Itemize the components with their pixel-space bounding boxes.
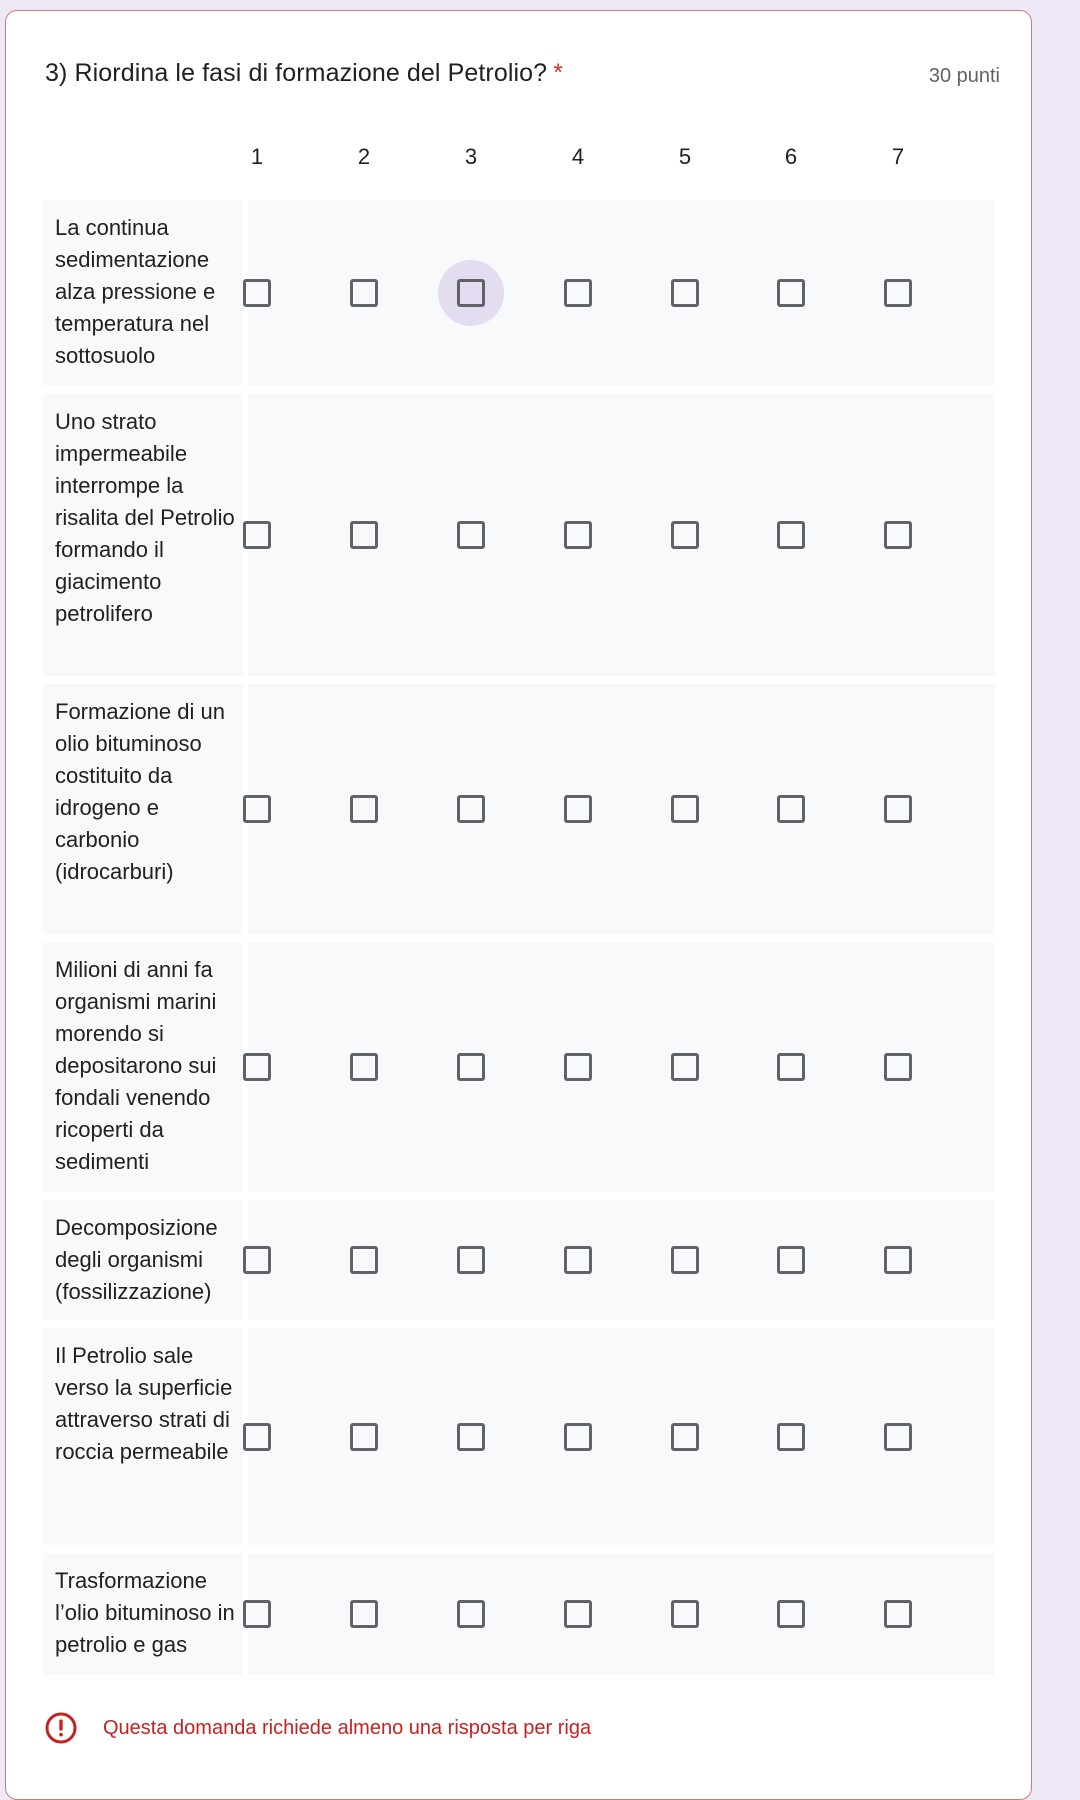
row-label: Milioni di anni fa organismi marini morendo si depositarono sui fondali venendo ricoperti da sedimenti xyxy=(55,957,217,1174)
validation-error xyxy=(44,1711,591,1745)
column-header-5: 5 xyxy=(678,144,692,169)
row-label-cell xyxy=(43,200,243,386)
checkbox-row-2-col-7[interactable] xyxy=(865,502,931,568)
checkbox-square[interactable] xyxy=(564,1423,592,1451)
checkbox-row-1-col-7[interactable] xyxy=(865,260,931,326)
checkbox-square[interactable] xyxy=(671,1246,699,1274)
checkbox-square[interactable] xyxy=(457,1423,485,1451)
checkbox-grid xyxy=(43,130,995,1657)
grid-row-2 xyxy=(43,394,995,676)
checkbox-square[interactable] xyxy=(671,279,699,307)
checkbox-row-3-col-2[interactable] xyxy=(331,776,397,842)
checkbox-square[interactable] xyxy=(350,1423,378,1451)
checkbox-square[interactable] xyxy=(671,521,699,549)
checkbox-row-6-col-2[interactable] xyxy=(331,1404,397,1470)
checkbox-square[interactable] xyxy=(243,795,271,823)
checkbox-row-7-col-3[interactable] xyxy=(438,1581,504,1647)
row-options xyxy=(248,1328,995,1545)
checkbox-square[interactable] xyxy=(243,521,271,549)
checkbox-row-1-col-3[interactable] xyxy=(438,260,504,326)
checkbox-row-5-col-6[interactable] xyxy=(758,1227,824,1293)
row-options xyxy=(248,942,995,1192)
column-header-6: 6 xyxy=(784,144,798,169)
row-label-cell xyxy=(43,942,243,1192)
checkbox-square[interactable] xyxy=(457,795,485,823)
question-title-text: 3) Riordina le fasi di formazione del Petrolio? xyxy=(45,59,548,87)
checkbox-square[interactable] xyxy=(777,1423,805,1451)
checkbox-row-6-col-5[interactable] xyxy=(652,1404,718,1470)
checkbox-square[interactable] xyxy=(564,521,592,549)
checkbox-row-3-col-1[interactable] xyxy=(224,776,290,842)
checkbox-square[interactable] xyxy=(564,1053,592,1081)
checkbox-row-7-col-5[interactable] xyxy=(652,1581,718,1647)
checkbox-square[interactable] xyxy=(671,1423,699,1451)
row-label-cell xyxy=(43,1200,243,1320)
checkbox-square[interactable] xyxy=(564,795,592,823)
checkbox-square[interactable] xyxy=(884,1246,912,1274)
question-header xyxy=(45,59,1000,99)
checkbox-square[interactable] xyxy=(777,1053,805,1081)
checkbox-row-4-col-4[interactable] xyxy=(545,1034,611,1100)
checkbox-row-6-col-4[interactable] xyxy=(545,1404,611,1470)
checkbox-square[interactable] xyxy=(350,1246,378,1274)
column-header-7: 7 xyxy=(891,144,905,169)
checkbox-row-5-col-3[interactable] xyxy=(438,1227,504,1293)
checkbox-row-6-col-7[interactable] xyxy=(865,1404,931,1470)
row-options xyxy=(248,394,995,676)
checkbox-square[interactable] xyxy=(671,795,699,823)
checkbox-row-4-col-2[interactable] xyxy=(331,1034,397,1100)
row-options xyxy=(248,200,995,386)
grid-row-7 xyxy=(43,1553,995,1675)
checkbox-square[interactable] xyxy=(884,1423,912,1451)
checkbox-row-2-col-2[interactable] xyxy=(331,502,397,568)
row-label: Uno strato impermeabile interrompe la risalita del Petrolio formando il giacimento petrolifero xyxy=(55,409,235,626)
checkbox-square[interactable] xyxy=(777,1600,805,1628)
checkbox-square[interactable] xyxy=(777,795,805,823)
checkbox-row-1-col-2[interactable] xyxy=(331,260,397,326)
checkbox-row-2-col-6[interactable] xyxy=(758,502,824,568)
checkbox-square[interactable] xyxy=(671,1600,699,1628)
checkbox-square[interactable] xyxy=(564,1246,592,1274)
checkbox-square[interactable] xyxy=(243,1600,271,1628)
row-label-cell xyxy=(43,394,243,676)
checkbox-row-3-col-6[interactable] xyxy=(758,776,824,842)
checkbox-square[interactable] xyxy=(564,279,592,307)
checkbox-square[interactable] xyxy=(243,1246,271,1274)
checkbox-row-3-col-7[interactable] xyxy=(865,776,931,842)
row-label: Trasformazione l’olio bituminoso in petrolio e gas xyxy=(55,1568,235,1657)
checkbox-row-1-col-1[interactable] xyxy=(224,260,290,326)
checkbox-square[interactable] xyxy=(457,1053,485,1081)
checkbox-row-1-col-4[interactable] xyxy=(545,260,611,326)
checkbox-square[interactable] xyxy=(457,1246,485,1274)
row-options xyxy=(248,684,995,934)
checkbox-square[interactable] xyxy=(564,1600,592,1628)
column-header-3: 3 xyxy=(464,144,478,169)
checkbox-row-4-col-3[interactable] xyxy=(438,1034,504,1100)
question-title xyxy=(45,59,563,88)
row-label: Il Petrolio sale verso la superficie attraverso strati di roccia permeabile xyxy=(55,1343,233,1464)
checkbox-row-2-col-5[interactable] xyxy=(652,502,718,568)
checkbox-row-7-col-4[interactable] xyxy=(545,1581,611,1647)
checkbox-row-5-col-5[interactable] xyxy=(652,1227,718,1293)
required-asterisk: * xyxy=(553,59,564,87)
checkbox-row-2-col-3[interactable] xyxy=(438,502,504,568)
checkbox-row-3-col-4[interactable] xyxy=(545,776,611,842)
grid-row-1 xyxy=(43,200,995,386)
error-message: Questa domanda richiede almeno una risposta per riga xyxy=(103,1716,592,1739)
row-options xyxy=(248,1553,995,1675)
checkbox-square[interactable] xyxy=(350,1600,378,1628)
checkbox-square[interactable] xyxy=(350,795,378,823)
checkbox-square[interactable] xyxy=(884,521,912,549)
checkbox-row-7-col-7[interactable] xyxy=(865,1581,931,1647)
checkbox-row-2-col-4[interactable] xyxy=(545,502,611,568)
checkbox-row-4-col-1[interactable] xyxy=(224,1034,290,1100)
checkbox-square[interactable] xyxy=(243,279,271,307)
checkbox-square[interactable] xyxy=(671,1053,699,1081)
grid-row-4 xyxy=(43,942,995,1192)
checkbox-square[interactable] xyxy=(350,279,378,307)
checkbox-row-6-col-6[interactable] xyxy=(758,1404,824,1470)
checkbox-row-2-col-1[interactable] xyxy=(224,502,290,568)
row-options xyxy=(248,1200,995,1320)
checkbox-row-7-col-1[interactable] xyxy=(224,1581,290,1647)
points-label: 30 punti xyxy=(928,65,1000,87)
column-header-4: 4 xyxy=(571,144,585,169)
grid-row-5 xyxy=(43,1200,995,1320)
row-label: Decomposizione degli organismi (fossilizzazione) xyxy=(55,1215,218,1304)
checkbox-square[interactable] xyxy=(777,521,805,549)
checkbox-square[interactable] xyxy=(457,279,485,307)
checkbox-row-6-col-3[interactable] xyxy=(438,1404,504,1470)
checkbox-row-5-col-2[interactable] xyxy=(331,1227,397,1293)
checkbox-square[interactable] xyxy=(884,279,912,307)
error-icon xyxy=(44,1711,78,1745)
row-label: Formazione di un olio bituminoso costituito da idrogeno e carbonio (idrocarburi) xyxy=(55,699,225,884)
checkbox-row-1-col-6[interactable] xyxy=(758,260,824,326)
checkbox-row-5-col-1[interactable] xyxy=(224,1227,290,1293)
checkbox-row-5-col-7[interactable] xyxy=(865,1227,931,1293)
checkbox-row-1-col-5[interactable] xyxy=(652,260,718,326)
checkbox-row-3-col-3[interactable] xyxy=(438,776,504,842)
checkbox-square[interactable] xyxy=(350,521,378,549)
grid-row-6 xyxy=(43,1328,995,1545)
checkbox-square[interactable] xyxy=(884,1053,912,1081)
checkbox-square[interactable] xyxy=(777,279,805,307)
checkbox-row-4-col-7[interactable] xyxy=(865,1034,931,1100)
checkbox-square[interactable] xyxy=(350,1053,378,1081)
row-label-cell xyxy=(43,1553,243,1675)
row-label: La continua sedimentazione alza pressione e temperatura nel sottosuolo xyxy=(55,215,216,368)
column-header-2: 2 xyxy=(357,144,371,169)
column-header-1: 1 xyxy=(250,144,264,169)
column-headers xyxy=(43,130,995,200)
checkbox-square[interactable] xyxy=(884,1600,912,1628)
checkbox-square[interactable] xyxy=(457,1600,485,1628)
checkbox-square[interactable] xyxy=(777,1246,805,1274)
checkbox-row-7-col-6[interactable] xyxy=(758,1581,824,1647)
checkbox-square[interactable] xyxy=(243,1423,271,1451)
grid-row-3 xyxy=(43,684,995,934)
checkbox-row-7-col-2[interactable] xyxy=(331,1581,397,1647)
checkbox-row-6-col-1[interactable] xyxy=(224,1404,290,1470)
checkbox-square[interactable] xyxy=(884,795,912,823)
row-label-cell xyxy=(43,1328,243,1545)
checkbox-row-5-col-4[interactable] xyxy=(545,1227,611,1293)
checkbox-square[interactable] xyxy=(243,1053,271,1081)
checkbox-square[interactable] xyxy=(457,521,485,549)
checkbox-row-4-col-5[interactable] xyxy=(652,1034,718,1100)
checkbox-row-4-col-6[interactable] xyxy=(758,1034,824,1100)
checkbox-row-3-col-5[interactable] xyxy=(652,776,718,842)
row-label-cell xyxy=(43,684,243,934)
